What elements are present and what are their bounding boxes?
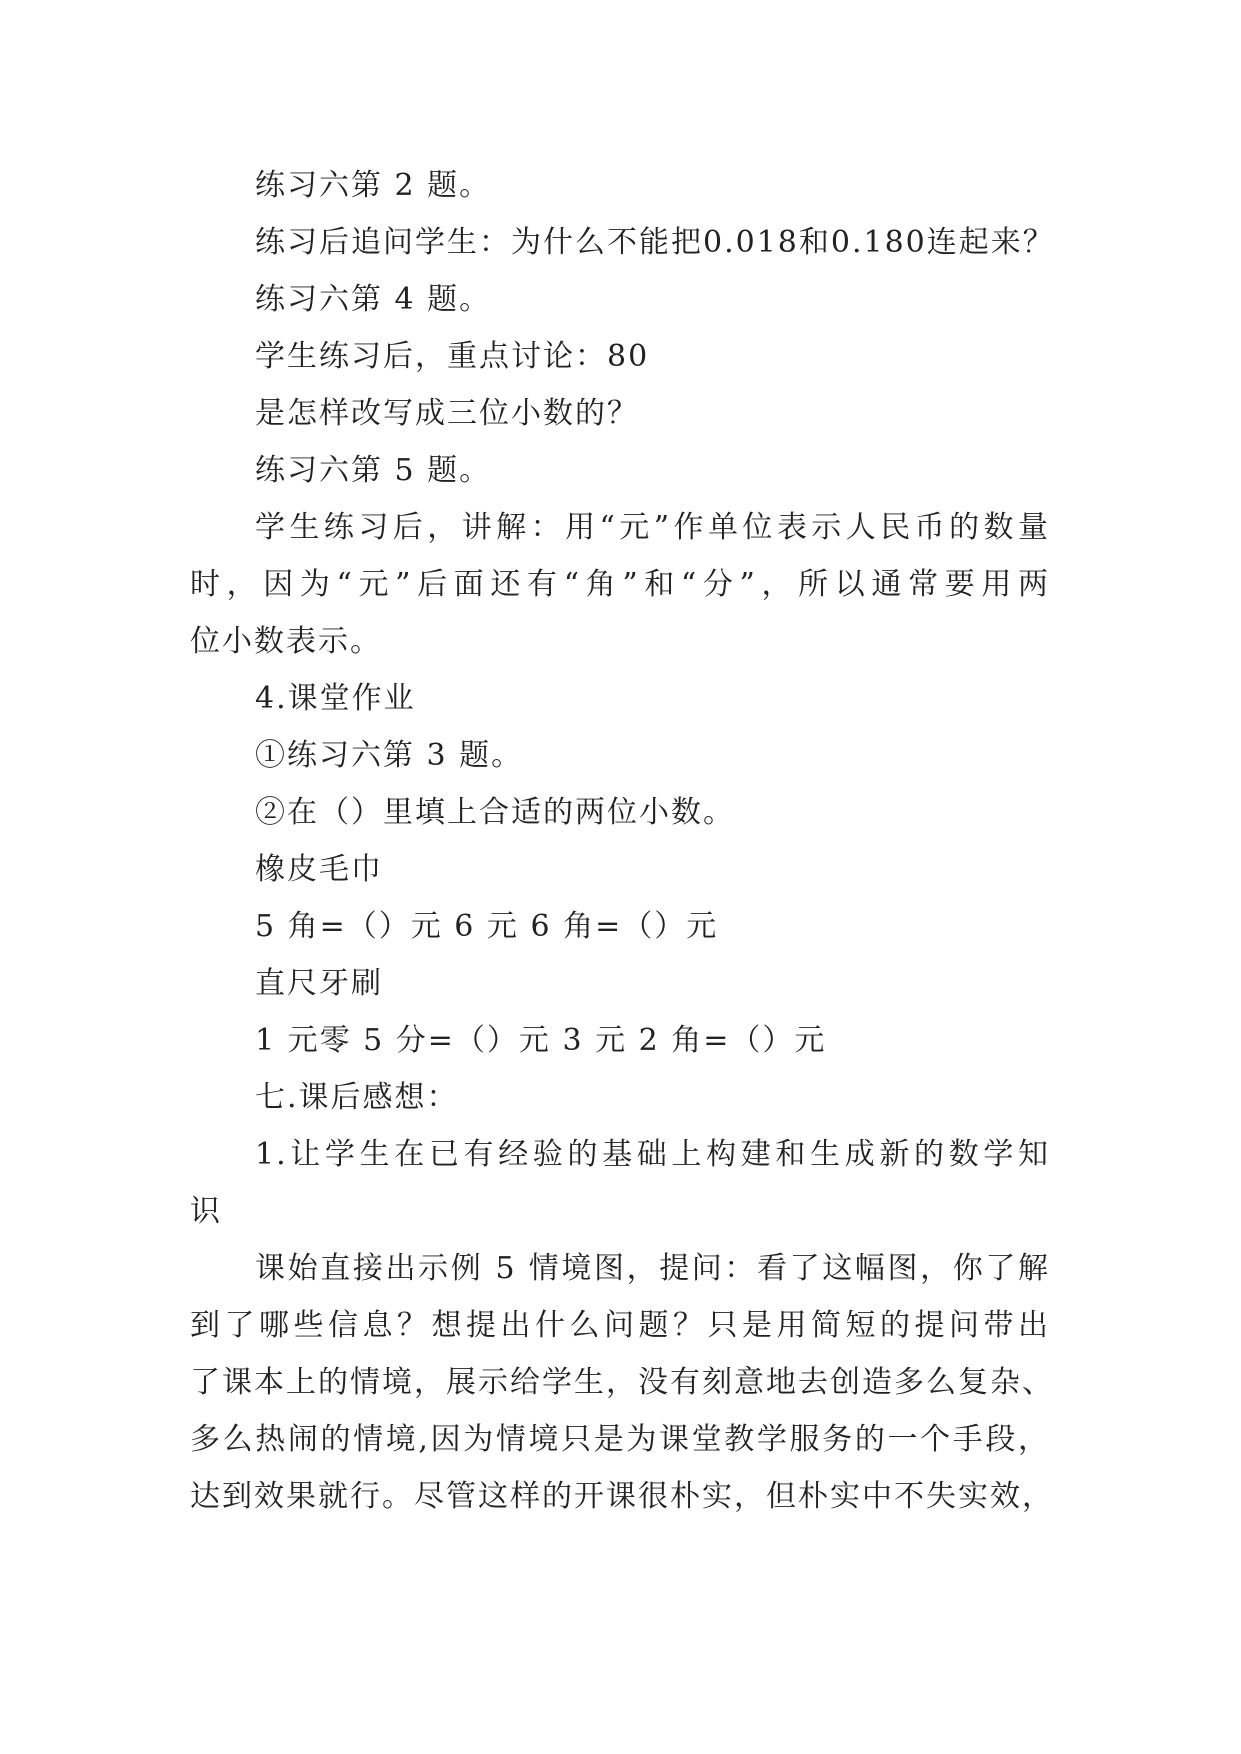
text-line: 1 元零 5 分=（）元 3 元 2 角=（）元 xyxy=(255,1023,827,1058)
section-heading: 4.课堂作业 xyxy=(255,681,416,716)
text-line: 5 角=（）元 6 元 6 角=（）元 xyxy=(255,909,719,944)
text-line: 识 xyxy=(190,1194,222,1229)
section-heading: 七.课后感想： xyxy=(255,1080,459,1115)
text-line: 多么热闹的情境,因为情境只是为课堂教学服务的一个手段， xyxy=(190,1422,1050,1457)
text-line: 时，因为“元”后面还有“角”和“分”，所以通常要用两 xyxy=(190,567,1050,602)
text-line: 是怎样改写成三位小数的？ xyxy=(255,396,639,431)
text-line: 橡皮毛巾 xyxy=(255,852,383,887)
text-line: ①练习六第 3 题。 xyxy=(255,738,524,773)
text-line: 学生练习后，讲解：用“元”作单位表示人民币的数量 xyxy=(255,510,1050,545)
text-line: ②在（）里填上合适的两位小数。 xyxy=(255,795,735,830)
text-line: 练习六第 4 题。 xyxy=(255,282,492,317)
text-line: 1.让学生在已有经验的基础上构建和生成新的数学知 xyxy=(255,1137,1050,1172)
text-line: 学生练习后，重点讨论：80 xyxy=(255,339,650,374)
text-line: 练习后追问学生：为什么不能把0.018和0.180连起来？ xyxy=(255,225,1055,260)
text-line: 达到效果就行。尽管这样的开课很朴实，但朴实中不失实效， xyxy=(190,1479,1054,1514)
text-line: 位小数表示。 xyxy=(190,624,382,659)
text-line: 课始直接出示例 5 情境图，提问：看了这幅图，你了解 xyxy=(255,1251,1050,1286)
text-line: 直尺牙刷 xyxy=(255,966,383,1001)
text-line: 练习六第 5 题。 xyxy=(255,453,492,488)
text-line: 练习六第 2 题。 xyxy=(255,168,492,203)
text-line: 了课本上的情境，展示给学生，没有刻意地去创造多么复杂、 xyxy=(190,1365,1054,1400)
text-line: 到了哪些信息？想提出什么问题？只是用简短的提问带出 xyxy=(190,1308,1050,1343)
